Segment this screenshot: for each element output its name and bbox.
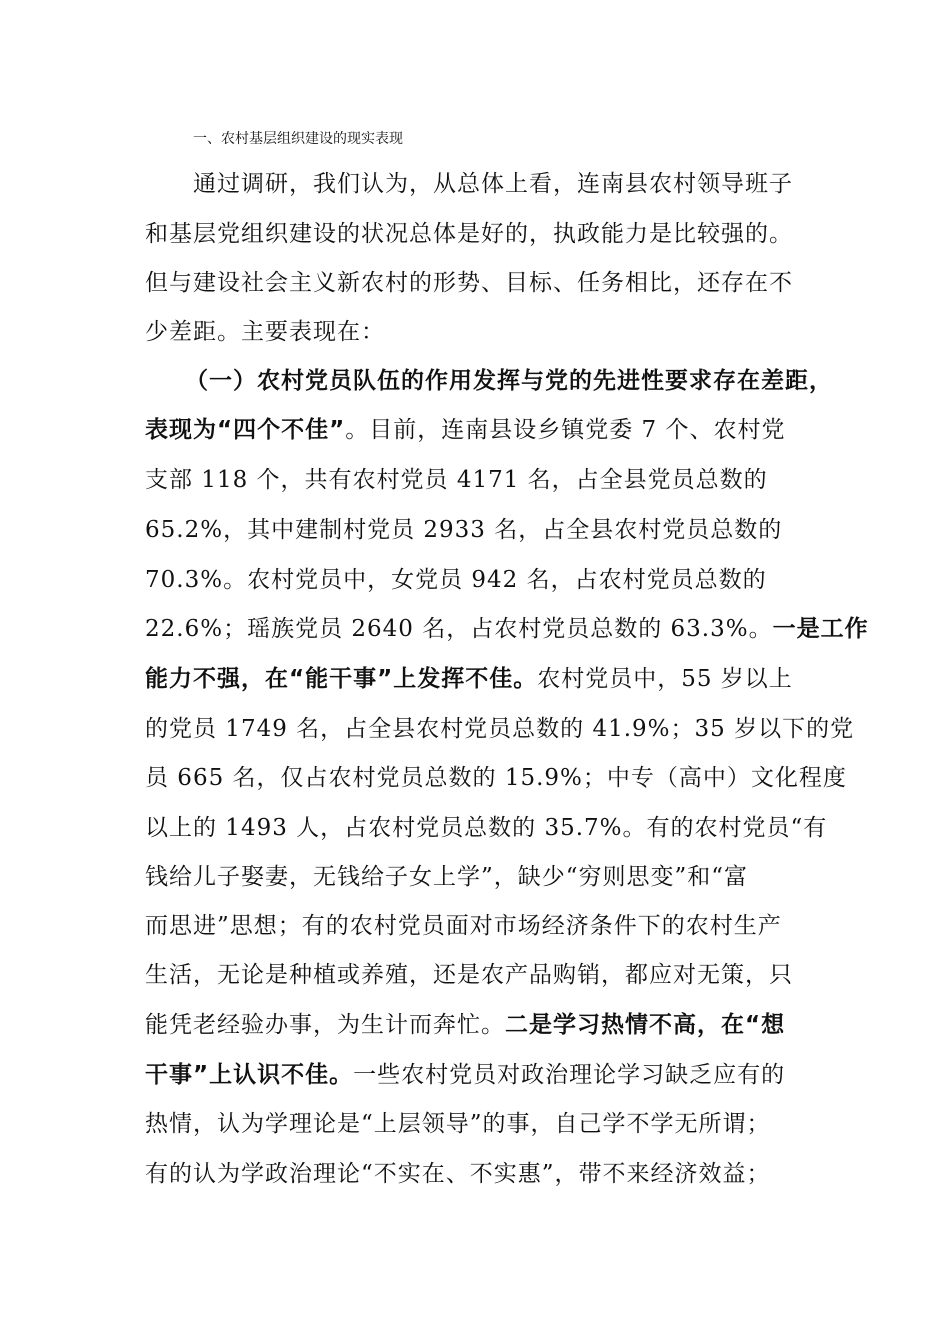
paragraph-line <box>145 660 793 693</box>
subsection-title <box>185 362 833 395</box>
paragraph-line: 生活，无论是种植或养殖，还是农产品购销，都应对无策，只 <box>145 962 793 988</box>
paragraph-line: 有的认为学政治理论“不实在、不实惠”，带不来经济效益； <box>145 1161 771 1187</box>
paragraph-line: 钱给儿子娶妻，无钱给子女上学”，缺少“穷则思变”和“富 <box>145 864 749 890</box>
paragraph-line: 的党员 1749 名，占全县农村党员总数的 41.9%；35 岁以下的党 <box>145 716 855 742</box>
paragraph-text: 一些农村党员对政治理论学习缺乏应有的 <box>353 1062 786 1088</box>
paragraph-line: 通过调研，我们认为，从总体上看，连南县农村领导班子 <box>193 171 793 197</box>
paragraph-line <box>145 1056 785 1089</box>
paragraph-line: 支部 118 个，共有农村党员 4171 名，占全县党员总数的 <box>145 467 768 493</box>
bold-phrase: 干事”上认识不佳。 <box>145 1062 354 1088</box>
paragraph-text: 能凭老经验办事，为生计而奔忙。 <box>145 1012 505 1038</box>
bold-phrase: 表现为“四个不佳” <box>145 417 346 443</box>
paragraph-line: 70.3%。农村党员中，女党员 942 名，占农村党员总数的 <box>145 567 767 593</box>
paragraph-line: 热情，认为学理论是“上层领导”的事，自己学不学无所谓； <box>145 1111 771 1137</box>
paragraph-line: 以上的 1493 人，占农村党员总数的 35.7%。有的农村党员“有 <box>145 815 828 841</box>
paragraph-text: 农村党员中，55 岁以上 <box>537 666 793 692</box>
bold-phrase: 一是工作 <box>772 616 869 642</box>
paragraph-text: 。目前，连南县设乡镇党委 7 个、农村党 <box>345 417 786 443</box>
bold-phrase: 能力不强，在“能干事”上发挥不佳。 <box>145 666 538 692</box>
paragraph-line: 少差距。主要表现在： <box>145 319 385 345</box>
section-heading: 一、农村基层组织建设的现实表现 <box>193 131 403 147</box>
bold-phrase: 二是学习热情不高，在“想 <box>505 1012 786 1038</box>
paragraph-line: 员 665 名，仅占农村党员总数的 15.9%；中专（高中）文化程度 <box>145 765 847 791</box>
paragraph-text: 22.6%；瑶族党员 2640 名，占农村党员总数的 63.3%。 <box>145 616 773 642</box>
paragraph-line: 但与建设社会主义新农村的形势、目标、任务相比，还存在不 <box>145 270 793 296</box>
paragraph-line <box>145 411 786 444</box>
paragraph-line: 和基层党组织建设的状况总体是好的，执政能力是比较强的。 <box>145 221 793 247</box>
paragraph-line: 而思进”思想；有的农村党员面对市场经济条件下的农村生产 <box>145 913 782 939</box>
paragraph-line: 65.2%，其中建制村党员 2933 名，占全县农村党员总数的 <box>145 517 783 543</box>
paragraph-line <box>145 610 869 643</box>
paragraph-line <box>145 1006 785 1039</box>
subsection-title-text: （一）农村党员队伍的作用发挥与党的先进性要求存在差距， <box>185 368 833 394</box>
